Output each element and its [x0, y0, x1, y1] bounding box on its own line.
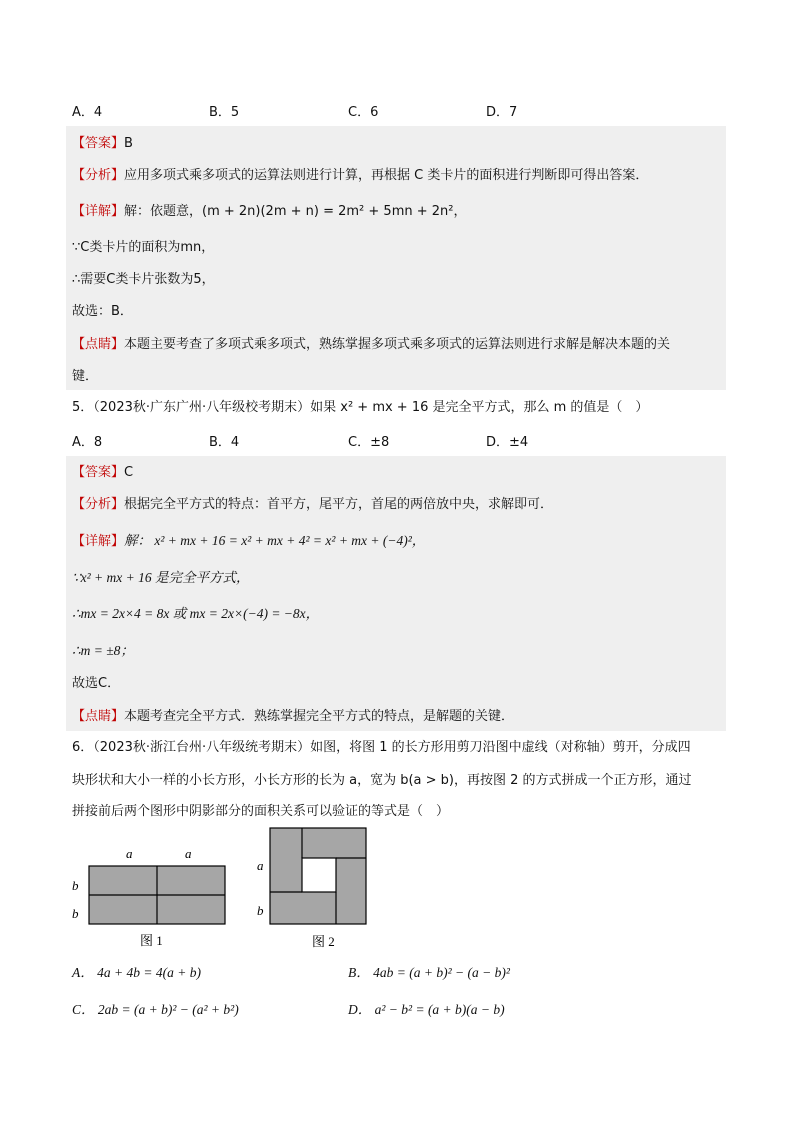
- fig1-label-a1: a: [126, 846, 133, 861]
- q5-detail-line-3: ∴mx = 2x×4 = 8x 或 mx = 2x×(−4) = −8x，: [72, 606, 320, 621]
- q6-option-a: A． 4a + 4b = 4(a + b): [72, 965, 201, 980]
- q5-analysis-line: [72, 494, 553, 515]
- detail-tag: 【详解】: [72, 204, 125, 219]
- fig2-label-a: a: [257, 858, 264, 873]
- fig2-label-b: b: [257, 903, 264, 918]
- q6-option-b: B． 4ab = (a + b)² − (a − b)²: [348, 965, 510, 980]
- q5-option-d: D．±4: [486, 435, 529, 450]
- q4-detail-line-4: 故选：B．: [72, 304, 133, 319]
- fig1-label-a2: a: [185, 846, 192, 861]
- fig1-label-b1: b: [72, 878, 79, 893]
- fig2-caption: 图 2: [312, 934, 335, 949]
- detail-text: 解：依题意，(m + 2n)(2m + n) = 2m² + 5mn + 2n²，: [124, 204, 467, 219]
- q4-analysis-line: [72, 165, 648, 186]
- q5-comment-line: [72, 706, 514, 727]
- comment-text: 本题主要考查了多项式乘多项式，熟练掌握多项式乘多项式的运算法则进行求解是解决本题的关: [124, 337, 671, 352]
- detail-text: 解： x² + mx + 16 = x² + mx + 4² = x² + mx + (−4)²，: [124, 533, 426, 548]
- q4-detail-line-2: ∵C类卡片的面积为mn，: [72, 240, 215, 255]
- figure-1: [60, 838, 260, 958]
- q4-detail-line-1: [72, 201, 466, 222]
- q6-stem-line-3: 拼接前后两个图形中阴影部分的面积关系可以验证的等式是（ ）: [72, 804, 450, 819]
- q5-detail-line-5: 故选C．: [72, 676, 121, 691]
- q5-detail-line-4: ∴m = ±8；: [72, 643, 134, 658]
- answer-tag: 【答案】: [72, 465, 125, 480]
- q6-option-c: C． 2ab = (a + b)² − (a² + b²): [72, 1002, 239, 1017]
- analysis-text: 应用多项式乘多项式的运算法则进行计算，再根据 C 类卡片的面积进行判断即可得出答案．: [124, 168, 649, 183]
- q5-option-a: A．8: [72, 435, 103, 450]
- comment-text: 本题考查完全平方式．熟练掌握完全平方式的特点，是解题的关键．: [124, 709, 515, 724]
- q6-option-d: D． a² − b² = (a + b)(a − b): [348, 1002, 505, 1017]
- answer-value: B: [124, 136, 133, 151]
- q5-answer-line: [72, 462, 133, 483]
- comment-tag: 【点睛】: [72, 337, 125, 352]
- q6-stem-line-2: 块形状和大小一样的小长方形，小长方形的长为 a，宽为 b(a > b)，再按图 2 的方式拼成一个正方形，通过: [72, 773, 692, 788]
- fig2-center-hole: [302, 858, 336, 892]
- fig1-caption: 图 1: [140, 933, 163, 948]
- q4-detail-line-3: ∴需要C类卡片张数为5，: [72, 272, 215, 287]
- q4-comment-line-1: [72, 334, 670, 355]
- q6-stem-line-1: 6．（2023秋·浙江台州·八年级统考期末）如图，将图 1 的长方形用剪刀沿图中虚线（对称轴）剪开，分成四: [72, 740, 691, 755]
- q5-stem: 5．（2023秋·广东广州·八年级校考期末）如果 x² + mx + 16 是完全平方式，那么 m 的值是（ ）: [72, 400, 649, 415]
- q4-option-d: D．7: [486, 105, 518, 120]
- q4-comment-line-2: 键．: [72, 369, 99, 384]
- analysis-tag: 【分析】: [72, 497, 125, 512]
- q5-option-b: B．4: [209, 435, 240, 450]
- answer-tag: 【答案】: [72, 136, 125, 151]
- q4-option-b: B．5: [209, 105, 240, 120]
- answer-value: C: [124, 465, 134, 480]
- figure-2: [250, 820, 380, 955]
- q4-option-c: C．6: [348, 105, 379, 120]
- comment-tag: 【点睛】: [72, 709, 125, 724]
- detail-tag: 【详解】: [72, 534, 125, 549]
- analysis-text: 根据完全平方式的特点：首平方，尾平方，首尾的两倍放中央，求解即可．: [124, 497, 554, 512]
- q5-detail-line-1: [72, 531, 425, 552]
- q4-answer-line: [72, 133, 133, 154]
- fig1-label-b2: b: [72, 906, 79, 921]
- q5-option-c: C．±8: [348, 435, 390, 450]
- q4-option-a: A．4: [72, 105, 103, 120]
- q5-detail-line-2: ∵x² + mx + 16 是完全平方式，: [72, 570, 250, 585]
- analysis-tag: 【分析】: [72, 168, 125, 183]
